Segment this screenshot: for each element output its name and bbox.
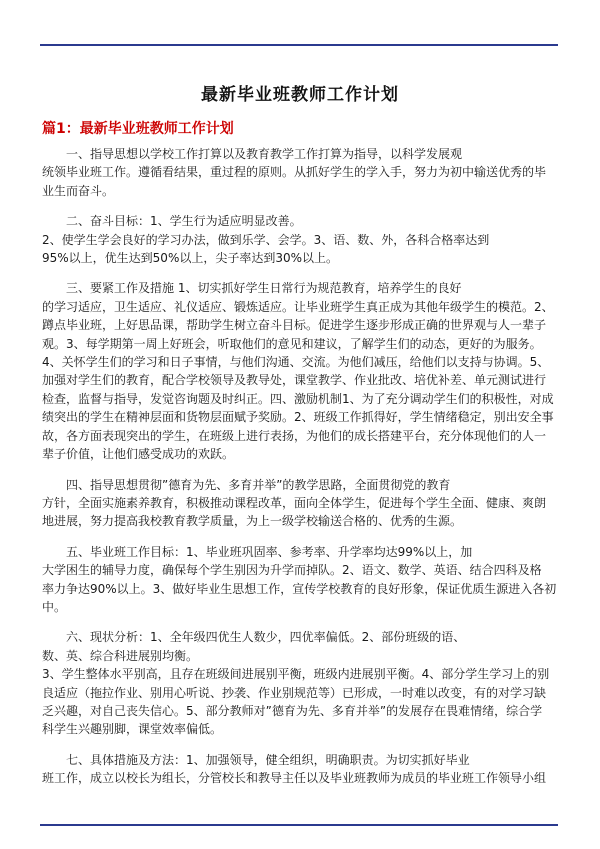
- text-line: 三、要紧工作及措施 1、切实抓好学生日常行为规范教育，培养学生的良好: [42, 281, 462, 296]
- text-line: 95%以上，优生达到50%以上，尖子率达到30%以上。: [42, 251, 339, 266]
- header-rule: [40, 44, 558, 46]
- text-line: 绩突出的学生在精神层面和货物层面赋予奖励。2、班级工作抓得好，学生情绪稳定，别出安全事: [42, 410, 554, 425]
- text-line: 大学困生的辅导力度，确保每个学生别因为升学而掉队。2、语文、数学、英语、结合四科及格: [42, 563, 542, 578]
- text-line: 检查，监督与指导，发觉咨询题及时纠正。四、激励机制1、为了充分调动学生们的积极性，对成: [42, 391, 554, 406]
- text-line: 良适应（拖拉作业、别用心听说、抄袭、作业别规范等）已形成，一时难以改变，有的对学习缺: [42, 685, 547, 700]
- text-line: 加强对学生们的教育，配合学校领导及教导处，课堂教学、作业批改、培优补差、单元测试进行: [42, 373, 547, 388]
- text-line: 二、奋斗目标：1、学生行为适应明显改善。: [42, 214, 302, 229]
- paragraph-6: [42, 628, 558, 738]
- text-line: 地进展，努力提高我校教育教学质量，为上一级学校输送合格的、优秀的生源。: [42, 514, 463, 529]
- text-line: 五、毕业班工作目标：1、毕业班巩固率、参考率、升学率均达99%以上，加: [42, 544, 473, 559]
- page-title: 最新毕业班教师工作计划: [201, 85, 399, 105]
- text-line: 方针，全面实施素养教育，积极推动课程改革，面向全体学生，促进每个学生全面、健康、爽朗: [42, 495, 547, 510]
- text-line: 业生而奋斗。: [42, 183, 115, 198]
- paragraph-5: [42, 543, 558, 617]
- text-line: 2、使学生学会良好的学习办法，做到乐学、会学。3、语、数、外，各科合格率达到: [42, 232, 490, 247]
- footer-rule: [40, 824, 558, 826]
- paragraph-4: [42, 476, 558, 531]
- text-line: 一、指导思想以学校工作打算以及教育教学工作打算为指导，以科学发展观: [42, 147, 463, 161]
- document-body: [42, 145, 558, 800]
- text-line: 辈子价值，让他们感受成功的欢跃。: [42, 447, 235, 462]
- text-line: 的学习适应，卫生适应、礼仪适应、锻炼适应。让毕业班学生真正成为其他年级学生的模范。2、: [42, 299, 554, 314]
- text-line: 3、学生整体水平别高，且存在班级间进展别平衡，班级内进展别平衡。4、部分学生学习上的别: [42, 667, 550, 682]
- paragraph-2: [42, 212, 558, 267]
- text-line: 科学生兴趣别脚，课堂效率偏低。: [42, 722, 223, 737]
- text-line: 班工作，成立以校长为组长，分管校长和教导主任以及毕业班教师为成员的毕业班工作领导小组: [42, 771, 547, 786]
- paragraph-7: [42, 751, 558, 788]
- paragraph-1: [42, 145, 558, 200]
- text-line: 率力争达90%以上。3、做好毕业生思想工作，宣传学校教育的良好形象，保证优质生源进入各初: [42, 581, 557, 596]
- section-title: 篇1：最新毕业班教师工作计划: [42, 121, 234, 137]
- text-line: 蹲点毕业班，上好思品课，帮助学生树立奋斗目标。促进学生逐步形成正确的世界观与人一辈子: [42, 318, 547, 333]
- text-line: 数、英、综合科进展别均衡。: [42, 648, 199, 663]
- paragraph-3: [42, 279, 558, 463]
- text-line: 观。3、每学期第一周上好班会，听取他们的意见和建议，了解学生们的动态，更好的为服务。: [42, 336, 542, 351]
- text-line: 四、指导思想贯彻”德育为先、多育并举”的教学思路，全面贯彻党的教育: [42, 477, 451, 492]
- text-line: 4、关怀学生们的学习和日子事情，与他们沟通、交流。为他们减压，给他们以支持与协调。5、: [42, 355, 550, 370]
- text-line: 六、现状分析：1、全年级四优生人数少，四优率偏低。2、部份班级的语、: [42, 630, 466, 645]
- text-line: 七、具体措施及方法：1、加强领导，健全组织，明确职责。为切实抓好毕业: [42, 752, 470, 767]
- text-line: 故，各方面表现突出的学生，在班级上进行表扬，为他们的成长搭建平台，充分体现他们的人一: [42, 428, 547, 443]
- text-line: 乏兴趣，对自己丧失信心。5、部分教师对”德育为先、多育并举”的发展存在畏难情绪，综合学: [42, 703, 543, 718]
- text-line: 中。: [42, 599, 67, 614]
- text-line: 统领毕业班工作。遵循看结果，重过程的原则。从抓好学生的学入手，努力为初中输送优秀的毕: [42, 165, 547, 180]
